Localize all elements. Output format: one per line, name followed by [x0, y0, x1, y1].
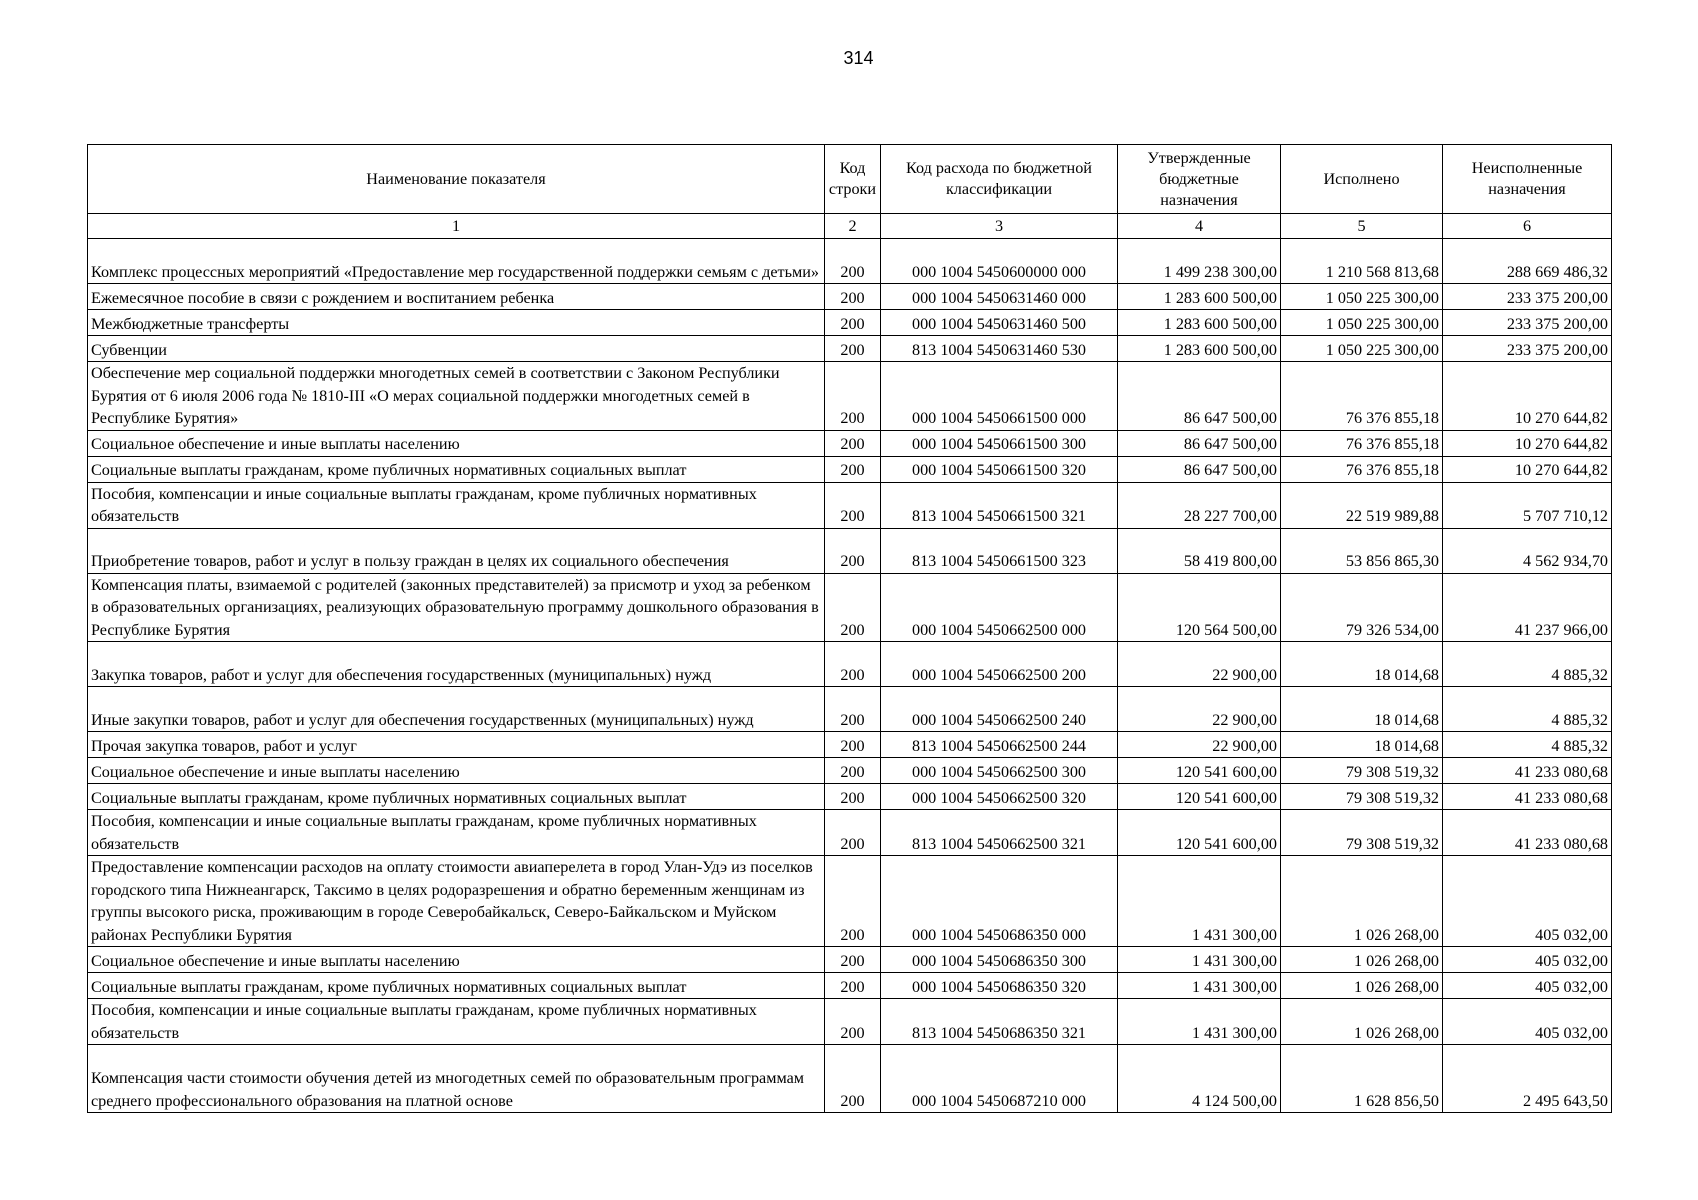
row-executed: 1 026 268,00 [1281, 973, 1443, 999]
row-unexecuted: 41 233 080,68 [1443, 758, 1612, 784]
row-budget-code: 000 1004 5450600000 000 [881, 239, 1118, 284]
row-executed: 1 026 268,00 [1281, 999, 1443, 1045]
row-line-code: 200 [825, 284, 881, 310]
row-name: Пособия, компенсации и иные социальные выплаты гражданам, кроме публичных нормативных обязательств [88, 810, 825, 856]
row-line-code: 200 [825, 687, 881, 732]
header-unexecuted: Неисполненные назначения [1443, 145, 1612, 214]
header-executed: Исполнено [1281, 145, 1443, 214]
table-header-row [88, 145, 1612, 214]
row-budget-code: 000 1004 5450662500 240 [881, 687, 1118, 732]
row-unexecuted: 4 885,32 [1443, 732, 1612, 758]
row-approved: 86 647 500,00 [1118, 430, 1281, 456]
row-executed: 79 308 519,32 [1281, 784, 1443, 810]
header-approved: Утвержденные бюджетные назначения [1118, 145, 1281, 214]
table-row [88, 784, 1612, 810]
row-approved: 58 419 800,00 [1118, 528, 1281, 573]
row-line-code: 200 [825, 482, 881, 528]
row-name: Социальные выплаты гражданам, кроме публичных нормативных социальных выплат [88, 456, 825, 482]
row-name: Субвенции [88, 336, 825, 362]
column-number: 1 [88, 214, 825, 239]
table-row [88, 284, 1612, 310]
row-budget-code: 000 1004 5450686350 320 [881, 973, 1118, 999]
row-unexecuted: 233 375 200,00 [1443, 336, 1612, 362]
column-number: 3 [881, 214, 1118, 239]
row-budget-code: 000 1004 5450662500 200 [881, 642, 1118, 687]
row-name: Компенсация части стоимости обучения детей из многодетных семей по образовательным программам среднего профессионального образования на платной основе [88, 1045, 825, 1113]
table-row [88, 973, 1612, 999]
row-line-code: 200 [825, 732, 881, 758]
row-line-code: 200 [825, 310, 881, 336]
row-line-code: 200 [825, 947, 881, 973]
table-row [88, 810, 1612, 856]
row-budget-code: 000 1004 5450662500 320 [881, 784, 1118, 810]
row-executed: 22 519 989,88 [1281, 482, 1443, 528]
row-name: Пособия, компенсации и иные социальные выплаты гражданам, кроме публичных нормативных обязательств [88, 482, 825, 528]
header-budget-code: Код расхода по бюджетной классификации [881, 145, 1118, 214]
row-name: Социальное обеспечение и иные выплаты населению [88, 430, 825, 456]
row-line-code: 200 [825, 758, 881, 784]
row-approved: 120 541 600,00 [1118, 758, 1281, 784]
table-row [88, 1045, 1612, 1113]
column-number: 6 [1443, 214, 1612, 239]
row-executed: 53 856 865,30 [1281, 528, 1443, 573]
row-approved: 120 541 600,00 [1118, 810, 1281, 856]
row-executed: 18 014,68 [1281, 642, 1443, 687]
row-name: Закупка товаров, работ и услуг для обеспечения государственных (муниципальных) нужд [88, 642, 825, 687]
row-approved: 1 283 600 500,00 [1118, 284, 1281, 310]
row-name: Иные закупки товаров, работ и услуг для обеспечения государственных (муниципальных) нужд [88, 687, 825, 732]
table-row [88, 573, 1612, 642]
row-approved: 28 227 700,00 [1118, 482, 1281, 528]
page-number: 314 [843, 48, 874, 68]
row-budget-code: 813 1004 5450686350 321 [881, 999, 1118, 1045]
row-budget-code: 000 1004 5450686350 000 [881, 856, 1118, 947]
row-approved: 1 431 300,00 [1118, 973, 1281, 999]
row-line-code: 200 [825, 973, 881, 999]
row-approved: 120 541 600,00 [1118, 784, 1281, 810]
table-row [88, 687, 1612, 732]
row-unexecuted: 405 032,00 [1443, 973, 1612, 999]
row-budget-code: 000 1004 5450662500 000 [881, 573, 1118, 642]
row-line-code: 200 [825, 573, 881, 642]
row-approved: 86 647 500,00 [1118, 362, 1281, 431]
row-unexecuted: 10 270 644,82 [1443, 456, 1612, 482]
row-budget-code: 000 1004 5450631460 500 [881, 310, 1118, 336]
table-row [88, 999, 1612, 1045]
row-budget-code: 813 1004 5450631460 530 [881, 336, 1118, 362]
row-line-code: 200 [825, 999, 881, 1045]
table-row [88, 758, 1612, 784]
row-name: Пособия, компенсации и иные социальные выплаты гражданам, кроме публичных нормативных обязательств [88, 999, 825, 1045]
table-row [88, 856, 1612, 947]
row-line-code: 200 [825, 1045, 881, 1113]
table-row [88, 362, 1612, 431]
row-executed: 1 050 225 300,00 [1281, 310, 1443, 336]
row-line-code: 200 [825, 642, 881, 687]
row-unexecuted: 41 237 966,00 [1443, 573, 1612, 642]
table-row [88, 732, 1612, 758]
row-line-code: 200 [825, 456, 881, 482]
budget-execution-table [87, 144, 1612, 1113]
table-row [88, 456, 1612, 482]
row-unexecuted: 233 375 200,00 [1443, 284, 1612, 310]
row-name: Межбюджетные трансферты [88, 310, 825, 336]
row-name: Ежемесячное пособие в связи с рождением и воспитанием ребенка [88, 284, 825, 310]
row-name: Комплекс процессных мероприятий «Предоставление мер государственной поддержки семьям с детьми» [88, 239, 825, 284]
row-approved: 1 283 600 500,00 [1118, 336, 1281, 362]
row-line-code: 200 [825, 239, 881, 284]
row-budget-code: 000 1004 5450631460 000 [881, 284, 1118, 310]
row-name: Социальные выплаты гражданам, кроме публичных нормативных социальных выплат [88, 973, 825, 999]
row-unexecuted: 41 233 080,68 [1443, 810, 1612, 856]
row-executed: 79 308 519,32 [1281, 758, 1443, 784]
row-executed: 76 376 855,18 [1281, 362, 1443, 431]
row-name: Компенсация платы, взимаемой с родителей (законных представителей) за присмотр и уход за ребенком в образовательных организациях, реализующих образовательную программу дошкольного образования в Республике Бурятия [88, 573, 825, 642]
row-budget-code: 000 1004 5450687210 000 [881, 1045, 1118, 1113]
row-unexecuted: 2 495 643,50 [1443, 1045, 1612, 1113]
row-line-code: 200 [825, 856, 881, 947]
row-executed: 1 026 268,00 [1281, 856, 1443, 947]
row-executed: 1 026 268,00 [1281, 947, 1443, 973]
row-name: Предоставление компенсации расходов на оплату стоимости авиаперелета в город Улан-Удэ из поселков городского типа Нижнеангарск, Таксимо в целях родоразрешения и обратно беременным женщинам из группы высокого риска, проживающим в городе Северобайкальск, Северо-Байкальском и Муйском районах Республики Бурятия [88, 856, 825, 947]
table-row [88, 947, 1612, 973]
row-name: Прочая закупка товаров, работ и услуг [88, 732, 825, 758]
row-approved: 1 431 300,00 [1118, 947, 1281, 973]
column-number: 5 [1281, 214, 1443, 239]
row-budget-code: 000 1004 5450686350 300 [881, 947, 1118, 973]
row-name: Приобретение товаров, работ и услуг в пользу граждан в целях их социального обеспечения [88, 528, 825, 573]
table-row [88, 528, 1612, 573]
row-unexecuted: 4 885,32 [1443, 642, 1612, 687]
row-budget-code: 813 1004 5450662500 244 [881, 732, 1118, 758]
row-approved: 22 900,00 [1118, 687, 1281, 732]
row-name: Социальное обеспечение и иные выплаты населению [88, 758, 825, 784]
row-unexecuted: 41 233 080,68 [1443, 784, 1612, 810]
row-executed: 18 014,68 [1281, 732, 1443, 758]
header-name: Наименование показателя [88, 145, 825, 214]
row-approved: 86 647 500,00 [1118, 456, 1281, 482]
row-approved: 1 431 300,00 [1118, 856, 1281, 947]
row-executed: 76 376 855,18 [1281, 456, 1443, 482]
row-budget-code: 813 1004 5450661500 323 [881, 528, 1118, 573]
table-row [88, 239, 1612, 284]
row-unexecuted: 4 562 934,70 [1443, 528, 1612, 573]
row-executed: 1 210 568 813,68 [1281, 239, 1443, 284]
row-unexecuted: 10 270 644,82 [1443, 362, 1612, 431]
row-unexecuted: 405 032,00 [1443, 856, 1612, 947]
row-name: Социальное обеспечение и иные выплаты населению [88, 947, 825, 973]
column-number-row [88, 214, 1612, 239]
table-row [88, 482, 1612, 528]
table-row [88, 430, 1612, 456]
column-number: 2 [825, 214, 881, 239]
row-budget-code: 000 1004 5450661500 000 [881, 362, 1118, 431]
row-budget-code: 813 1004 5450661500 321 [881, 482, 1118, 528]
row-approved: 22 900,00 [1118, 642, 1281, 687]
row-line-code: 200 [825, 362, 881, 431]
row-unexecuted: 288 669 486,32 [1443, 239, 1612, 284]
row-unexecuted: 10 270 644,82 [1443, 430, 1612, 456]
row-budget-code: 000 1004 5450662500 300 [881, 758, 1118, 784]
row-unexecuted: 405 032,00 [1443, 999, 1612, 1045]
row-budget-code: 813 1004 5450662500 321 [881, 810, 1118, 856]
row-unexecuted: 5 707 710,12 [1443, 482, 1612, 528]
row-executed: 18 014,68 [1281, 687, 1443, 732]
row-line-code: 200 [825, 430, 881, 456]
row-executed: 1 050 225 300,00 [1281, 284, 1443, 310]
header-line-code: Код строки [825, 145, 881, 214]
row-unexecuted: 405 032,00 [1443, 947, 1612, 973]
row-unexecuted: 4 885,32 [1443, 687, 1612, 732]
row-approved: 1 283 600 500,00 [1118, 310, 1281, 336]
row-approved: 22 900,00 [1118, 732, 1281, 758]
row-executed: 1 628 856,50 [1281, 1045, 1443, 1113]
row-executed: 1 050 225 300,00 [1281, 336, 1443, 362]
table-row [88, 310, 1612, 336]
row-line-code: 200 [825, 528, 881, 573]
row-line-code: 200 [825, 784, 881, 810]
row-line-code: 200 [825, 336, 881, 362]
row-budget-code: 000 1004 5450661500 320 [881, 456, 1118, 482]
row-approved: 4 124 500,00 [1118, 1045, 1281, 1113]
row-approved: 1 499 238 300,00 [1118, 239, 1281, 284]
row-executed: 76 376 855,18 [1281, 430, 1443, 456]
row-approved: 120 564 500,00 [1118, 573, 1281, 642]
column-number: 4 [1118, 214, 1281, 239]
row-line-code: 200 [825, 810, 881, 856]
row-budget-code: 000 1004 5450661500 300 [881, 430, 1118, 456]
row-unexecuted: 233 375 200,00 [1443, 310, 1612, 336]
row-executed: 79 308 519,32 [1281, 810, 1443, 856]
table-row [88, 336, 1612, 362]
row-name: Обеспечение мер социальной поддержки многодетных семей в соответствии с Законом Республики Бурятия от 6 июля 2006 года № 1810-III «О мерах социальной поддержки многодетных семей в Республике Бурятия» [88, 362, 825, 431]
row-approved: 1 431 300,00 [1118, 999, 1281, 1045]
row-executed: 79 326 534,00 [1281, 573, 1443, 642]
row-name: Социальные выплаты гражданам, кроме публичных нормативных социальных выплат [88, 784, 825, 810]
table-row [88, 642, 1612, 687]
